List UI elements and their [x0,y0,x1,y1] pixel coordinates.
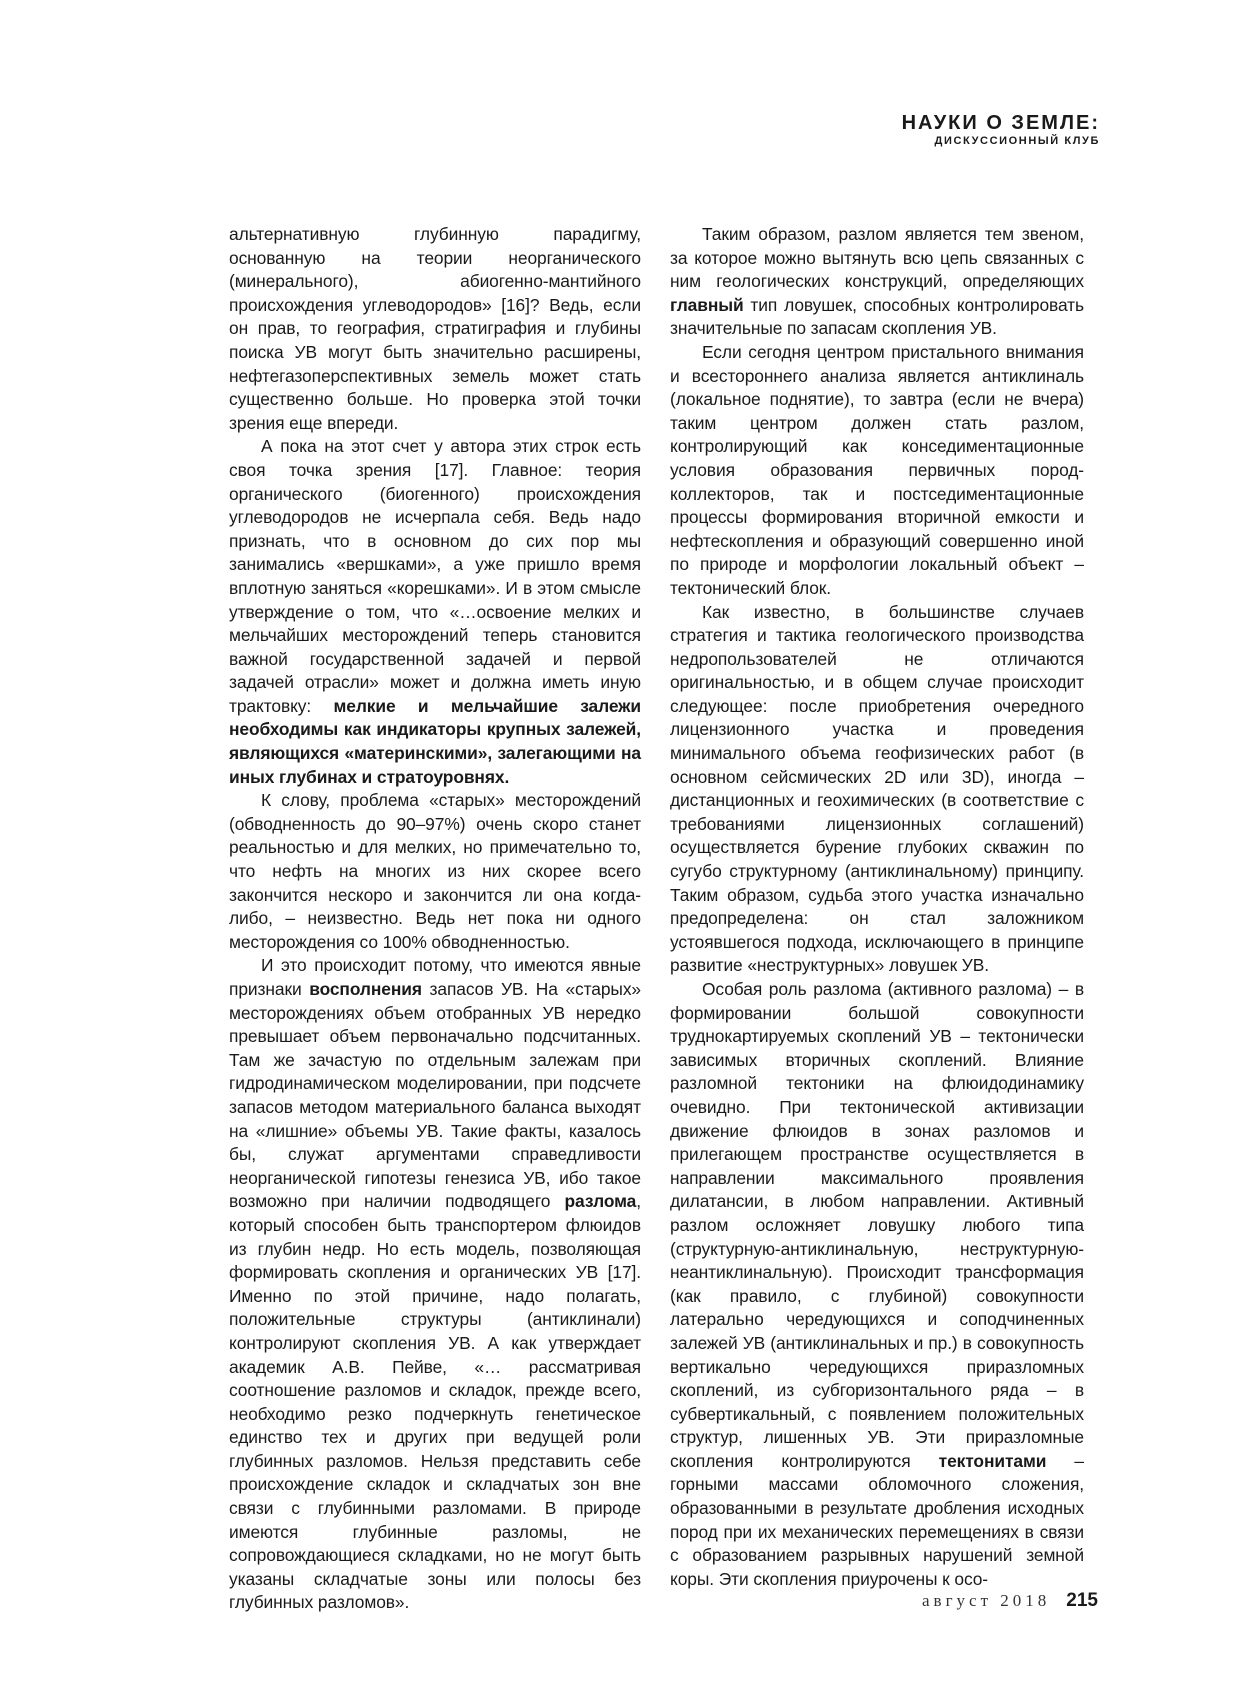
issue-date: август 2018 [922,1591,1051,1610]
bold-text: разлома [564,1191,637,1212]
page-footer [922,1590,1098,1612]
text-run: – горными массами обломочного сложения, образованными в результате дробления исходных пород при их механических перемещениях в связи с образованием разрывных нарушений земной коры. Эти скопления приурочены к осо- [670,1450,1084,1589]
paragraph [670,601,1084,979]
text-run: К слову, проблема «старых» месторождений (обводненность до 90–97%) очень скоро станет реальностью и для мелких, но примечательно то, что нефть на многих из них скорее всего закончится нескоро и закончится ли она когда-либо, – неизвестно. Ведь нет пока ни одного месторождения со 100% обводненностью. [229,790,641,952]
text-run: тип ловушек, способных контролировать значительные по запасам скопления УВ. [670,294,1084,339]
section-subtitle: ДИСКУССИОННЫЙ КЛУБ [934,135,1100,147]
paragraph [670,341,1084,601]
text-run: альтернативную глубинную парадигму, основанную на теории неорганического (минерального), абиогенно-мантийного происхождения углеводородов» [16]? Ведь, если он прав, то география, стратиграфия и глубины поиска УВ могут быть значительно расширены, нефтегазоперспективных земель может стать существенно больше. Но проверка этой точки зрения еще впереди. [229,224,641,433]
text-run: Таким образом, разлом является тем звеном, за которое можно вытянуть всю цепь связанных с ним геологических конструкций, определяющих [670,224,1084,292]
bold-text: тектонитами [938,1450,1047,1471]
paragraph [229,223,641,435]
text-run: И это происходит потому, что имеются явные признаки [229,955,641,999]
text-run: Особая роль разлома (активного разлома) – в формировании большой совокупности труднокартируемых скоплений УВ – тектонически зависимых вторичных скоплений. Влияние разломной тектоники на флюидодинамику очевидно. При тектонической активизации движение флюидов в зонах разломов и прилегающем пространстве осуществляется в направлении максимального проявления дилатансии, в любом направлении. Активный разлом осложняет ловушку любого типа (структурную-антиклинальную, неструктурную-неантиклинальную). Происходит трансформация (как правило, с глубиной) совокупности латерально чередующихся и соподчиненных залежей УВ (антиклинальных и пр.) в совокупность вертикально чередующихся приразломных скоплений, из субгоризонтального ряда – в субвертикальный, с появлением положительных структур, лишенных УВ. Эти приразломные скопления контролируются [670,979,1084,1471]
text-run: Если сегодня центром пристального внимания и всестороннего анализа является антиклиналь (локальное поднятие), то завтра (если не вчера) таким центром должен стать разлом, контролирующий как конседиментационные условия образования первичных пород-коллекторов, так и постседиментационные процессы формирования вторичной емкости и нефтескопления и образующий совершенно иной по природе и морфологии локальный объект – тектонический блок. [670,341,1084,598]
right-column [670,223,1084,1591]
paragraph [229,954,641,1615]
paragraph [229,789,641,954]
text-run: запасов УВ. На «старых» месторождениях объем отобранных УВ нередко превышает объем первоначально подсчитанных. Там же зачастую по отдельным залежам при гидродинамическом моделировании, при подсчете запасов методом материального баланса выходят на «лишние» объемы УВ. Такие факты, казалось бы, служат аргументами справедливости неорганической гипотезы генезиса УВ, ибо такое возможно при наличии подводящего [229,979,641,1212]
paragraph [670,223,1084,341]
page-number: 215 [1066,1590,1098,1611]
paragraph [229,435,641,789]
running-header [902,112,1100,148]
text-run: А пока на этот счет у автора этих строк есть своя точка зрения [17]. Главное: теория органического (биогенного) происхождения углеводородов не исчерпала себя. Ведь надо признать, что в основном до сих пор мы занимались «вершками», а уже пришло время вплотную заняться «корешками». И в этом смысле утверждение о том, что «…освоение мелких и мельчайших месторождений теперь становится важной государственной задачей и первой задачей отрасли» может и должна иметь иную трактовку: [229,436,641,716]
text-run: , который способен быть транспортером флюидов из глубин недр. Но есть модель, позволяющая формировать скопления и органических УВ [17]. Именно по этой причине, надо полагать, положительные структуры (антиклинали) контролируют скопления УВ. А как утверждает академик А.В. Пейве, «… рассматривая соотношение разломов и складок, прежде всего, необходимо резко подчеркнуть генетическое единство тех и других при ведущей роли глубинных разломов. Нельзя представить себе происхождение складок и складчатых зон вне связи с глубинными разломами. В природе имеются глубинные разломы, не сопровождающиеся складками, но не могут быть указаны складчатые зоны или полосы без глубинных разломов». [229,1191,641,1613]
section-title: НАУКИ О ЗЕМЛЕ: [901,112,1100,134]
text-run: Как известно, в большинстве случаев стратегия и тактика геологического производства недропользователей не отличаются оригинальностью, и в общем случае происходит следующее: после приобретения очередного лицензионного участка и проведения минимального объема геофизических работ (в основном сейсмических 2D или 3D), иногда – дистанционных и геохимических (в соответствие с требованиями лицензионных соглашений) осуществляется бурение глубоких скважин по сугубо структурному (антиклинальному) принципу. Таким образом, судьба этого участка изначально предопределена: он стал заложником устоявшегося подхода, исключающего в принципе развитие «неструктурных» ловушек УВ. [670,601,1084,976]
bold-text: восполнения [309,979,422,999]
bold-text: главный [670,294,744,315]
left-column [229,223,641,1615]
paragraph [670,978,1084,1591]
bold-text: мелкие и мельчайшие залежи необходимы как индикаторы крупных залежей, являющихся «материнскими», залегающими на иных глубинах и стратоуровнях. [229,695,642,787]
